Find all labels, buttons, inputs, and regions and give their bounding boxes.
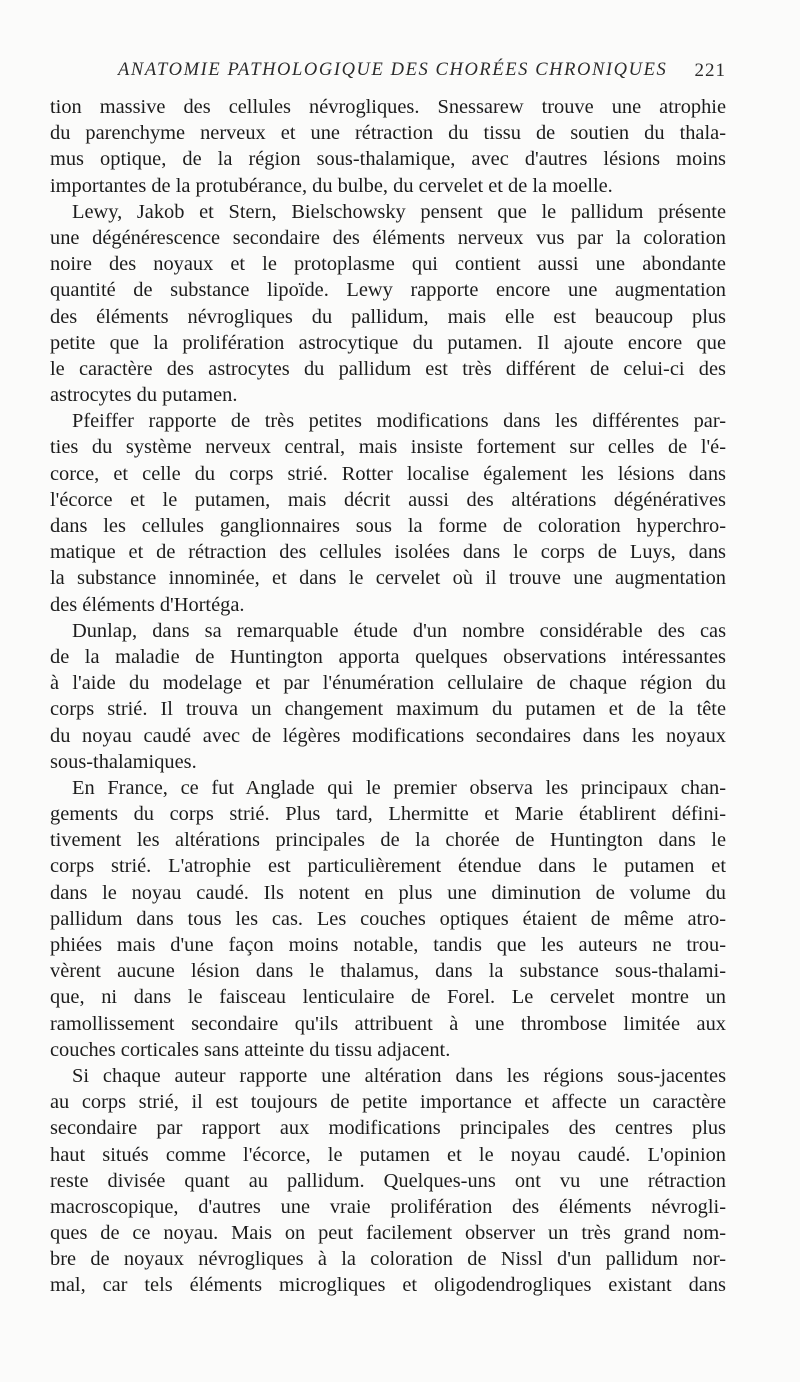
text-line: matique et de rétraction des cellules isolées dans le corps de Luys, dans	[50, 541, 726, 564]
text-line: tivement les altérations principales de la chorée de Huntington dans le	[50, 829, 726, 852]
text-line: dans les cellules ganglionnaires sous la forme de coloration hyperchro-	[50, 515, 726, 537]
text-line: astrocytes du putamen.	[50, 384, 238, 407]
text-line: importantes de la protubérance, du bulbe, du cervelet et de la moelle.	[50, 174, 613, 197]
text-line: couches corticales sans atteinte du tissu adjacent.	[50, 1038, 451, 1061]
text-line: secondaire par rapport aux modifications principales des centres plus	[50, 1117, 726, 1140]
text-line: reste divisée quant au pallidum. Quelques-uns ont vu une rétraction	[50, 1169, 726, 1192]
text-line: sous-thalamiques.	[50, 750, 197, 773]
text-line: mus optique, de la région sous-thalamique, avec d'autres lésions moins	[50, 148, 726, 171]
running-title: ANATOMIE PATHOLOGIQUE DES CHORÉES CHRONIQUES	[118, 60, 668, 80]
text-line: mal, car tels éléments microgliques et oligodendrogliques existant dans	[50, 1274, 726, 1297]
text-line: des éléments d'Hortéga.	[50, 593, 245, 616]
text-line: noire des noyaux et le protoplasme qui contient aussi une abondante	[50, 253, 726, 276]
text-line: bre de noyaux névrogliques à la coloration de Nissl d'un pallidum nor-	[50, 1248, 726, 1271]
text-line: pallidum dans tous les cas. Les couches optiques étaient de même atro-	[50, 907, 726, 930]
paragraph-3	[50, 408, 726, 618]
text-line: à l'aide du modelage et par l'énumération cellulaire de chaque région du	[50, 672, 726, 695]
text-line: le caractère des astrocytes du pallidum est très différent de celui-ci des	[50, 357, 726, 380]
text-line: Pfeiffer rapporte de très petites modifications dans les différentes par-	[72, 410, 726, 433]
text-line: corce, et celle du corps strié. Rotter localise également les lésions dans	[50, 462, 726, 485]
text-line: ties du système nerveux central, mais insiste fortement sur celles de l'é-	[50, 436, 726, 459]
text-line: que, ni dans le faisceau lenticulaire de Forel. Le cervelet montre un	[50, 986, 726, 1009]
text-line: ques de ce noyau. Mais on peut facilement observer un très grand nom-	[50, 1222, 726, 1245]
text-line: Lewy, Jakob et Stern, Bielschowsky pensent que le pallidum présente	[72, 200, 726, 223]
text-line: ramollissement secondaire qu'ils attribuent à une thrombose limitée aux	[50, 1012, 726, 1035]
text-line: corps strié. Il trouva un changement maximum du putamen et de la tête	[50, 698, 726, 721]
text-line: du noyau caudé avec de légères modifications secondaires dans les noyaux	[50, 724, 726, 747]
text-line: macroscopique, d'autres une vraie prolifération des éléments névrogli-	[50, 1195, 726, 1218]
paragraph-4	[50, 618, 726, 775]
page-header	[50, 56, 726, 86]
text-line: phiées mais d'une façon moins notable, tandis que les auteurs ne trou-	[50, 934, 726, 956]
text-line: vèrent aucune lésion dans le thalamus, dans la substance sous-thalami-	[50, 960, 726, 983]
page-number: 221	[694, 60, 726, 81]
text-line: Si chaque auteur rapporte une altération dans les régions sous-jacentes	[72, 1064, 726, 1087]
paragraph-6	[50, 1063, 726, 1299]
text-line: quantité de substance lipoïde. Lewy rapporte encore une augmentation	[50, 279, 726, 302]
text-line: du parenchyme nerveux et une rétraction du tissu de soutien du thala-	[50, 122, 726, 145]
text-line: haut situés comme l'écorce, le putamen et le noyau caudé. L'opinion	[50, 1143, 726, 1166]
text-line: dans le noyau caudé. Ils notent en plus une diminution de volume du	[50, 881, 726, 904]
paragraph-2	[50, 199, 726, 409]
paragraph-1	[50, 94, 726, 199]
text-line: tion massive des cellules névrogliques. Snessarew trouve une atrophie	[50, 96, 726, 118]
text-line: petite que la prolifération astrocytique du putamen. Il ajoute encore que	[50, 331, 726, 354]
text-line: l'écorce et le putamen, mais décrit aussi des altérations dégénératives	[50, 488, 726, 511]
text-line: Dunlap, dans sa remarquable étude d'un nombre considérable des cas	[72, 619, 726, 642]
paragraph-5	[50, 775, 726, 1063]
text-line: au corps strié, il est toujours de petite importance et affecte un caractère	[50, 1091, 726, 1114]
text-line: de la maladie de Huntington apporta quelques observations intéressantes	[50, 645, 726, 668]
text-line: une dégénérescence secondaire des éléments nerveux vus par la coloration	[50, 226, 726, 249]
text-line: la substance innominée, et dans le cervelet où il trouve une augmentation	[50, 567, 726, 590]
text-line: En France, ce fut Anglade qui le premier observa les principaux chan-	[72, 776, 726, 799]
text-line: corps strié. L'atrophie est particulièrement étendue dans le putamen et	[50, 855, 726, 878]
text-line: gements du corps strié. Plus tard, Lhermitte et Marie établirent défini-	[50, 803, 726, 826]
page-body	[50, 94, 726, 1299]
text-line: des éléments névrogliques du pallidum, mais elle est beaucoup plus	[50, 305, 726, 328]
